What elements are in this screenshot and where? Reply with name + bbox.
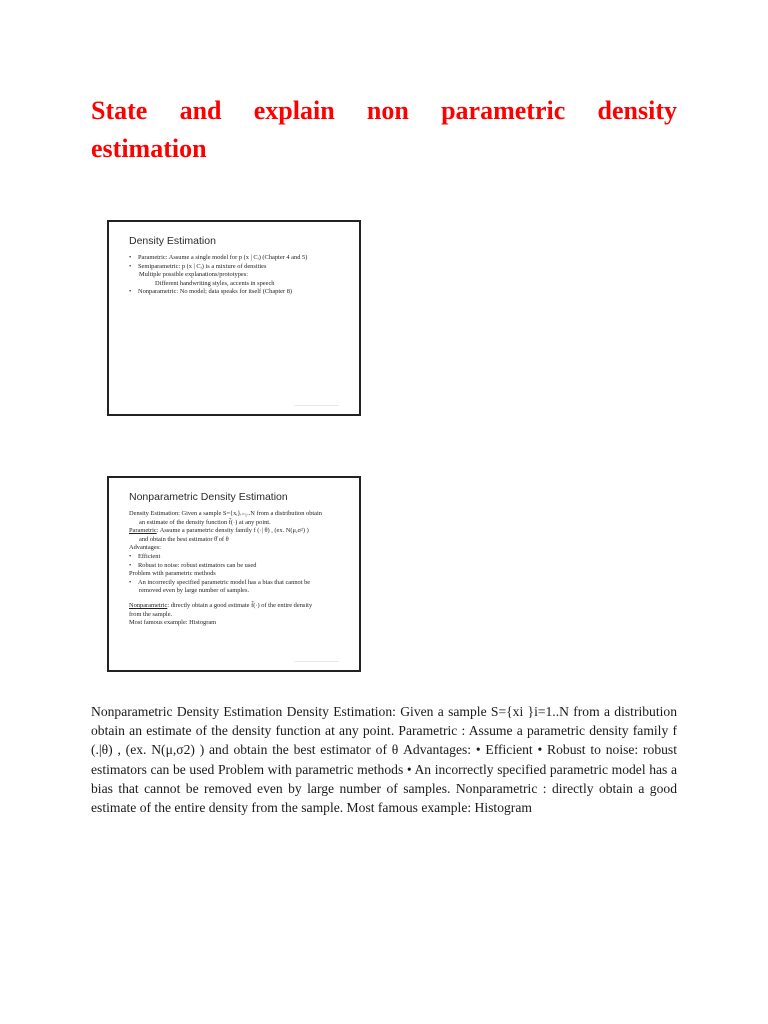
- slide-bullet: • Parametric: Assume a single model for p (x | Cᵢ) (Chapter 4 and 5): [129, 254, 345, 263]
- slide-text: : directly obtain a good estimate f̂(·) of the entire density: [167, 601, 313, 609]
- slide-term: Nonparametric: [129, 601, 168, 609]
- title-word: explain: [253, 96, 335, 125]
- slide-body: [129, 510, 345, 628]
- slide-footer-mark: ______________________________: [294, 402, 339, 406]
- slide-line: Different handwriting styles, accents in speech: [155, 279, 275, 287]
- slide-text: : Assume a parametric density family f (·| θ) , (ex. N(μ,σ²) ): [156, 527, 309, 535]
- slide-term: Parametric: [129, 527, 157, 535]
- title-word: non: [366, 96, 409, 125]
- slide-line: and obtain the best estimator θ̂ of θ: [139, 535, 229, 543]
- title-word: and: [179, 96, 222, 125]
- slide-image-nonparametric: [107, 476, 361, 672]
- slide-line: [129, 602, 345, 611]
- slide-line: an estimate of the density function f̂(·) at any point.: [139, 518, 271, 526]
- slide-footer-mark: ______________________________: [294, 658, 339, 662]
- title-word: parametric: [441, 96, 566, 125]
- title-word: density: [597, 96, 677, 125]
- slide-image-density-estimation: [107, 220, 361, 416]
- slide-bullet: • Nonparametric: No model; data speaks for itself (Chapter 8): [129, 288, 345, 297]
- slide-title: Density Estimation: [129, 235, 216, 247]
- body-paragraph: Nonparametric Density Estimation Density Estimation: Given a sample S={xi }i=1..N from a distribution obtain an estimate of the density function at any point. Parametric : Assume a parametric density family f (.|θ) , (ex. N(μ,σ2) ) and obtain the best estimator of θ Advantages: • Efficient • Robust to noise: robust estimators can be used Problem with parametric methods • An incorrectly specified parametric model has a bias that cannot be removed even by large number of samples. Nonparametric : directly obtain a good estimate of the entire density from the sample. Most famous example: Histogram: [91, 704, 677, 816]
- slide-bullet: • An incorrectly specified parametric model has a bias that cannot be: [129, 579, 345, 588]
- slide-title: Nonparametric Density Estimation: [129, 491, 288, 503]
- title-line-1: [91, 92, 677, 130]
- slide-body: [129, 254, 345, 297]
- slide-line: [129, 527, 345, 536]
- slide-bullet: • Semiparametric: p (x | Cᵢ) is a mixture of densities: [129, 263, 345, 272]
- page-title: [91, 92, 677, 168]
- slide-line: Advantages:: [129, 544, 161, 552]
- slide-line: from the sample.: [129, 610, 173, 618]
- title-line-2: estimation: [91, 134, 207, 163]
- slide-bullet: • Efficient: [129, 553, 345, 562]
- slide-bullet: • Robust to noise: robust estimators can be used: [129, 562, 345, 571]
- slide-line: Density Estimation: Given a sample S={xᵢ}ᵢ₌₁..N from a distribution obtain: [129, 510, 322, 517]
- slide-line: Multiple possible explanations/prototypes:: [139, 271, 248, 279]
- slide-line: removed even by large number of samples.: [139, 587, 250, 595]
- slide-line: Problem with parametric methods: [129, 570, 216, 578]
- slide-line: Most famous example: Histogram: [129, 619, 217, 627]
- title-word: State: [91, 96, 148, 125]
